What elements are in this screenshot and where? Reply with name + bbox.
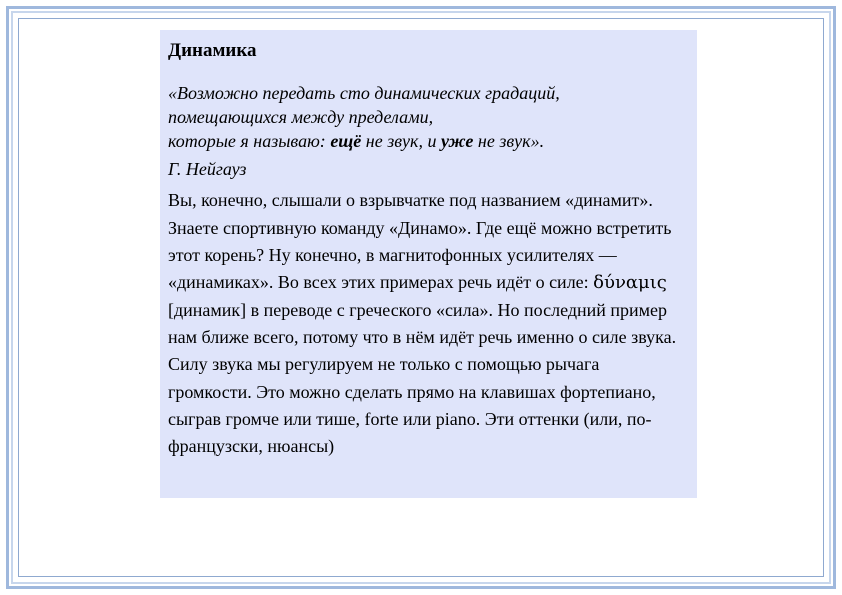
body-paragraph xyxy=(168,187,683,461)
quote-block xyxy=(168,81,683,153)
quote-line-1: «Возможно передать сто динамических градаций, xyxy=(168,82,560,103)
content-panel xyxy=(160,30,697,498)
greek-term: δύναμις xyxy=(593,272,667,294)
quote-attribution: Г. Нейгауз xyxy=(168,159,247,180)
quote-emphasis-two: уже xyxy=(440,131,474,152)
page-title: Динамика xyxy=(168,40,257,61)
quote-line-2: помещающихся между пределами, xyxy=(168,106,434,127)
quote-line-3-middle: не звук, и xyxy=(361,131,441,152)
quote-line-3-suffix: не звук». xyxy=(473,131,545,152)
quote-emphasis-one: ещё xyxy=(330,131,362,152)
body-text-before-greek: Вы, конечно, слышали о взрывчатке под названием «динамит». Знаете спортивную команду «Динамо». Где ещё можно встретить этот корень? Ну конечно, в магнитофонных усилителях — «динамиках». Во всех этих примерах речь идёт о силе: xyxy=(168,190,672,293)
quote-line-3-prefix: которые я называю: xyxy=(168,131,331,152)
body-text-after-greek: [динамик] в переводе с греческого «сила». Но последний пример нам ближе всего, потому что в нём идёт речь именно о силе звука. Силу звука мы регулируем не только с помощью рычага громкости. Это можно сделать прямо на клавишах фортепиано, сыграв громче или тише, forte или piano. Эти оттенки (или, по-французски, нюансы) xyxy=(168,299,677,457)
